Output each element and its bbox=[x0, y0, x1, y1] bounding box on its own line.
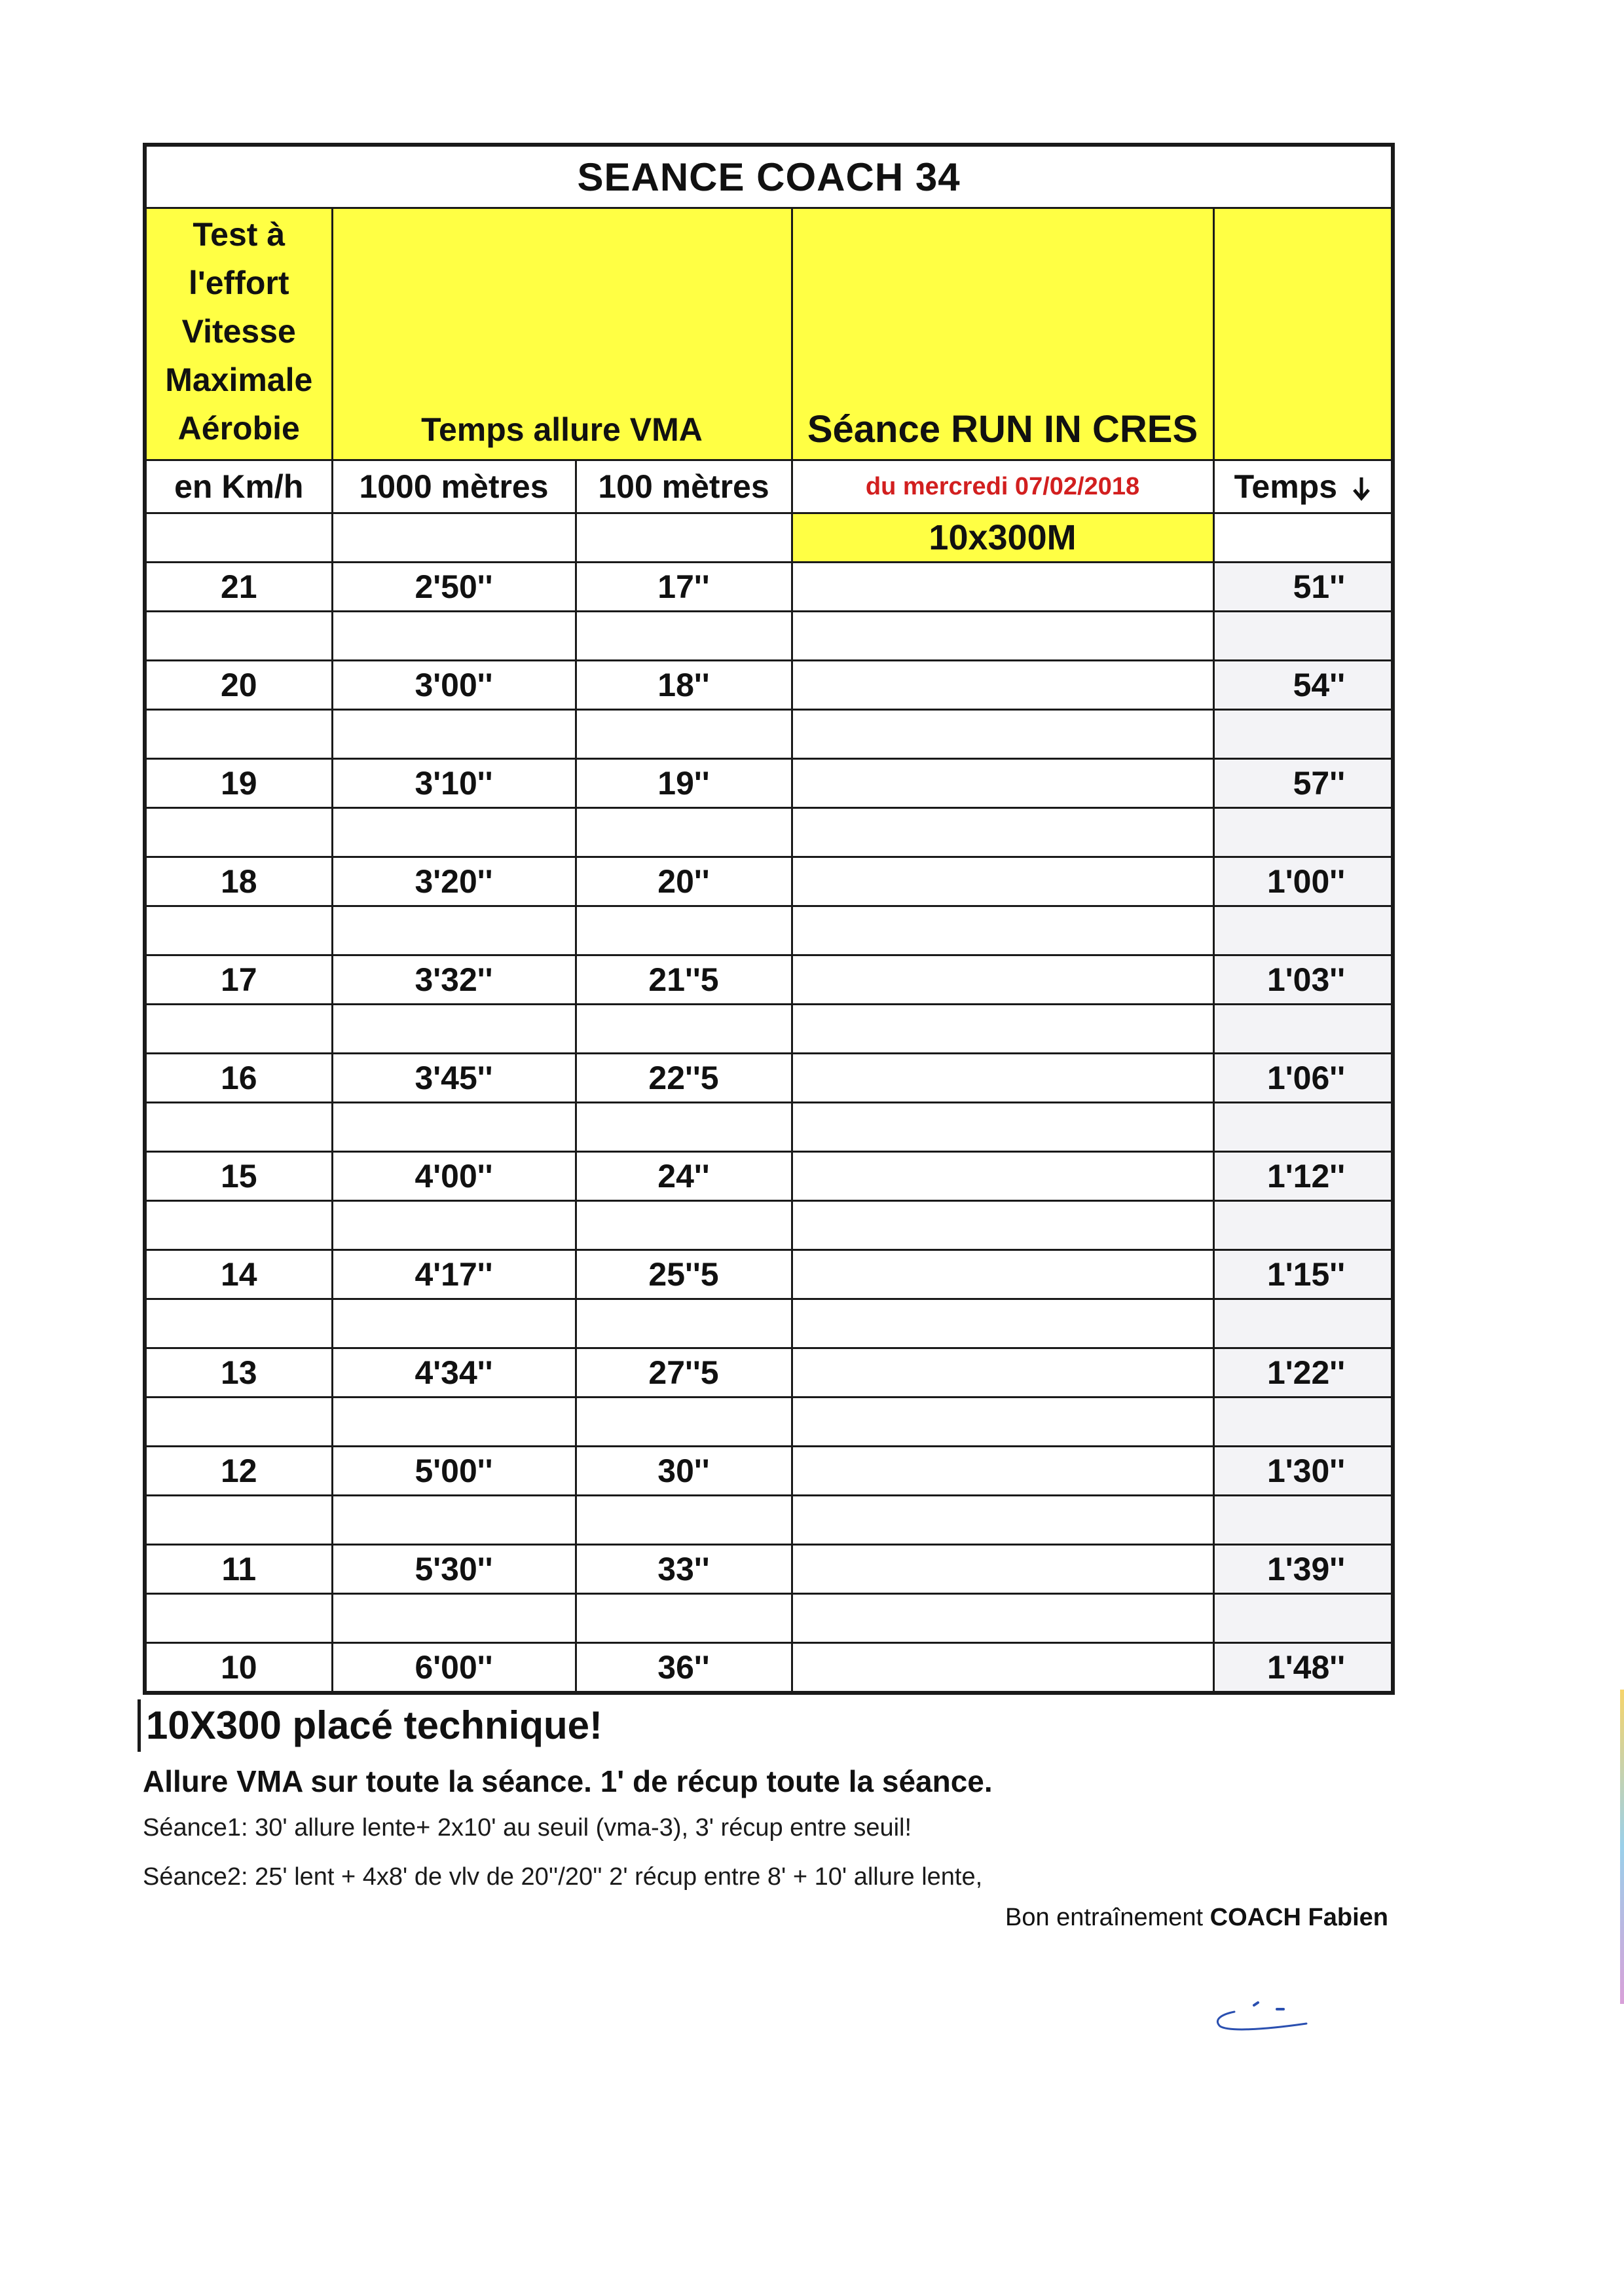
session-header: Séance RUN IN CRES bbox=[792, 208, 1213, 460]
session-date: du mercredi 07/02/2018 bbox=[792, 460, 1213, 513]
pace-1000-cell: 3'32'' bbox=[332, 955, 576, 1005]
empty-cell bbox=[792, 808, 1213, 857]
pace-1000-cell: 3'20'' bbox=[332, 857, 576, 906]
table-row bbox=[145, 1250, 1393, 1299]
session-note-cell bbox=[792, 759, 1213, 808]
empty-cell bbox=[1213, 1299, 1393, 1348]
empty-cell bbox=[1213, 1103, 1393, 1152]
spacer-row bbox=[145, 1496, 1393, 1545]
spacer-row bbox=[145, 1594, 1393, 1643]
test-header-line: Test à bbox=[193, 216, 286, 253]
time-col-header bbox=[1213, 460, 1393, 513]
empty-cell bbox=[145, 1594, 332, 1643]
target-time-cell: 1'39'' bbox=[1213, 1545, 1393, 1594]
target-time-cell: 1'22'' bbox=[1213, 1348, 1393, 1398]
pace-1000-cell: 2'50'' bbox=[332, 563, 576, 612]
sheet-title: SEANCE COACH 34 bbox=[145, 145, 1393, 208]
empty-cell bbox=[576, 1201, 792, 1250]
test-header-line: Vitesse bbox=[181, 313, 296, 350]
signoff-prefix: Bon entraînement bbox=[1005, 1904, 1210, 1931]
empty-cell bbox=[792, 1201, 1213, 1250]
speed-cell: 16 bbox=[145, 1054, 332, 1103]
session-note-cell bbox=[792, 1250, 1213, 1299]
target-time-cell: 1'03'' bbox=[1213, 955, 1393, 1005]
time-header-blank bbox=[1213, 208, 1393, 460]
session-note-cell bbox=[792, 661, 1213, 710]
speed-cell: 12 bbox=[145, 1447, 332, 1496]
empty-cell bbox=[145, 513, 332, 563]
notes-subline: Allure VMA sur toute la séance. 1' de récup toute la séance. bbox=[143, 1764, 993, 1798]
pace-100-cell: 20'' bbox=[576, 857, 792, 906]
notes-session2: Séance2: 25' lent + 4x8' de vlv de 20''/20'' 2' récup entre 8' + 10' allure lente, bbox=[143, 1863, 983, 1891]
empty-cell bbox=[332, 612, 576, 661]
empty-cell bbox=[576, 710, 792, 759]
speed-cell: 18 bbox=[145, 857, 332, 906]
empty-cell bbox=[145, 906, 332, 955]
empty-cell bbox=[576, 808, 792, 857]
empty-cell bbox=[576, 1103, 792, 1152]
table-row bbox=[145, 955, 1393, 1005]
pace-1000-cell: 6'00'' bbox=[332, 1643, 576, 1694]
empty-cell bbox=[576, 1005, 792, 1054]
pace-table bbox=[143, 143, 1395, 1695]
table-row bbox=[145, 1545, 1393, 1594]
session-note-cell bbox=[792, 955, 1213, 1005]
target-time-cell: 51'' bbox=[1213, 563, 1393, 612]
empty-cell bbox=[145, 1398, 332, 1447]
empty-cell bbox=[1213, 906, 1393, 955]
empty-cell bbox=[1213, 513, 1393, 563]
speed-cell: 21 bbox=[145, 563, 332, 612]
empty-cell bbox=[332, 710, 576, 759]
pace-100-cell: 22''5 bbox=[576, 1054, 792, 1103]
empty-cell bbox=[332, 513, 576, 563]
speed-cell: 19 bbox=[145, 759, 332, 808]
pace-1000-cell: 3'00'' bbox=[332, 661, 576, 710]
notes-session1: Séance1: 30' allure lente+ 2x10' au seuil (vma-3), 3' récup entre seuil! bbox=[143, 1814, 912, 1842]
empty-cell bbox=[145, 1103, 332, 1152]
spacer-row bbox=[145, 1005, 1393, 1054]
pace-1000-cell: 4'34'' bbox=[332, 1348, 576, 1398]
speed-cell: 14 bbox=[145, 1250, 332, 1299]
table-row bbox=[145, 1152, 1393, 1201]
empty-cell bbox=[792, 1398, 1213, 1447]
empty-cell bbox=[792, 906, 1213, 955]
empty-cell bbox=[576, 1496, 792, 1545]
empty-cell bbox=[792, 1299, 1213, 1348]
spacer-row bbox=[145, 710, 1393, 759]
empty-cell bbox=[792, 1005, 1213, 1054]
table-row bbox=[145, 1643, 1393, 1694]
pace-100-cell: 36'' bbox=[576, 1643, 792, 1694]
empty-cell bbox=[332, 1594, 576, 1643]
speed-cell: 13 bbox=[145, 1348, 332, 1398]
test-header-line: Maximale bbox=[165, 361, 313, 398]
table-row bbox=[145, 857, 1393, 906]
speed-cell: 20 bbox=[145, 661, 332, 710]
spacer-row bbox=[145, 1398, 1393, 1447]
target-time-cell: 54'' bbox=[1213, 661, 1393, 710]
empty-cell bbox=[576, 906, 792, 955]
empty-cell bbox=[332, 808, 576, 857]
spacer-row bbox=[145, 1201, 1393, 1250]
empty-cell bbox=[332, 1005, 576, 1054]
scan-edge-strip bbox=[1620, 1690, 1624, 2004]
col-100-header: 100 mètres bbox=[576, 460, 792, 513]
pace-100-cell: 17'' bbox=[576, 563, 792, 612]
table-row bbox=[145, 1348, 1393, 1398]
notes-headline: 10X300 placé technique! bbox=[138, 1699, 602, 1752]
target-time-cell: 1'30'' bbox=[1213, 1447, 1393, 1496]
empty-cell bbox=[332, 1398, 576, 1447]
session-note-cell bbox=[792, 1054, 1213, 1103]
session-note-cell bbox=[792, 1447, 1213, 1496]
target-time-cell: 1'00'' bbox=[1213, 857, 1393, 906]
empty-cell bbox=[792, 1103, 1213, 1152]
target-time-cell: 1'48'' bbox=[1213, 1643, 1393, 1694]
empty-cell bbox=[1213, 1005, 1393, 1054]
col-1000-header: 1000 mètres bbox=[332, 460, 576, 513]
target-time-cell: 1'15'' bbox=[1213, 1250, 1393, 1299]
empty-cell bbox=[145, 612, 332, 661]
speed-cell: 15 bbox=[145, 1152, 332, 1201]
empty-cell bbox=[576, 612, 792, 661]
empty-cell bbox=[1213, 612, 1393, 661]
exercise-label: 10x300M bbox=[792, 513, 1213, 563]
empty-cell bbox=[332, 1103, 576, 1152]
empty-cell bbox=[792, 1496, 1213, 1545]
title-row bbox=[145, 145, 1393, 208]
table-row bbox=[145, 563, 1393, 612]
session-note-cell bbox=[792, 563, 1213, 612]
empty-cell bbox=[792, 1594, 1213, 1643]
pace-100-cell: 18'' bbox=[576, 661, 792, 710]
table-row bbox=[145, 1054, 1393, 1103]
pace-100-cell: 19'' bbox=[576, 759, 792, 808]
test-header-line: Aérobie bbox=[177, 410, 300, 447]
target-time-cell: 57'' bbox=[1213, 759, 1393, 808]
coach-name: COACH Fabien bbox=[1209, 1904, 1388, 1931]
empty-cell bbox=[145, 1005, 332, 1054]
empty-cell bbox=[576, 1594, 792, 1643]
empty-cell bbox=[1213, 1496, 1393, 1545]
vma-pace-header: Temps allure VMA bbox=[332, 208, 792, 460]
pace-1000-cell: 4'17'' bbox=[332, 1250, 576, 1299]
table-row bbox=[145, 759, 1393, 808]
exercise-row bbox=[145, 513, 1393, 563]
speed-cell: 17 bbox=[145, 955, 332, 1005]
pace-100-cell: 27''5 bbox=[576, 1348, 792, 1398]
header-row bbox=[145, 208, 1393, 460]
empty-cell bbox=[332, 1201, 576, 1250]
pace-1000-cell: 3'10'' bbox=[332, 759, 576, 808]
empty-cell bbox=[145, 1201, 332, 1250]
target-time-cell: 1'06'' bbox=[1213, 1054, 1393, 1103]
spacer-row bbox=[145, 1299, 1393, 1348]
empty-cell bbox=[332, 1299, 576, 1348]
pace-1000-cell: 4'00'' bbox=[332, 1152, 576, 1201]
session-note-cell bbox=[792, 857, 1213, 906]
spacer-row bbox=[145, 808, 1393, 857]
empty-cell bbox=[145, 808, 332, 857]
empty-cell bbox=[1213, 710, 1393, 759]
empty-cell bbox=[1213, 1201, 1393, 1250]
empty-cell bbox=[1213, 1594, 1393, 1643]
target-time-cell: 1'12'' bbox=[1213, 1152, 1393, 1201]
pace-100-cell: 30'' bbox=[576, 1447, 792, 1496]
pace-100-cell: 25''5 bbox=[576, 1250, 792, 1299]
table-row bbox=[145, 1447, 1393, 1496]
session-note-cell bbox=[792, 1348, 1213, 1398]
empty-cell bbox=[145, 710, 332, 759]
session-note-cell bbox=[792, 1545, 1213, 1594]
empty-cell bbox=[576, 1299, 792, 1348]
empty-cell bbox=[1213, 1398, 1393, 1447]
empty-cell bbox=[332, 1496, 576, 1545]
pace-1000-cell: 5'30'' bbox=[332, 1545, 576, 1594]
arrow-down-icon bbox=[1352, 475, 1371, 502]
empty-cell bbox=[792, 612, 1213, 661]
subheader-row bbox=[145, 460, 1393, 513]
empty-cell bbox=[792, 710, 1213, 759]
empty-cell bbox=[145, 1496, 332, 1545]
pace-100-cell: 21''5 bbox=[576, 955, 792, 1005]
speed-cell: 11 bbox=[145, 1545, 332, 1594]
time-col-label: Temps bbox=[1234, 468, 1338, 505]
speed-cell: 10 bbox=[145, 1643, 332, 1694]
pace-100-cell: 33'' bbox=[576, 1545, 792, 1594]
speed-unit-header: en Km/h bbox=[145, 460, 332, 513]
signature-icon bbox=[1208, 1997, 1326, 2037]
empty-cell bbox=[576, 513, 792, 563]
spacer-row bbox=[145, 906, 1393, 955]
empty-cell bbox=[1213, 808, 1393, 857]
signoff bbox=[1005, 1904, 1388, 1932]
pace-100-cell: 24'' bbox=[576, 1152, 792, 1201]
empty-cell bbox=[145, 1299, 332, 1348]
table-row bbox=[145, 661, 1393, 710]
test-header-line: l'effort bbox=[188, 265, 289, 301]
session-note-cell bbox=[792, 1643, 1213, 1694]
test-header bbox=[145, 208, 332, 460]
spacer-row bbox=[145, 612, 1393, 661]
empty-cell bbox=[332, 906, 576, 955]
pace-1000-cell: 5'00'' bbox=[332, 1447, 576, 1496]
session-note-cell bbox=[792, 1152, 1213, 1201]
spacer-row bbox=[145, 1103, 1393, 1152]
empty-cell bbox=[576, 1398, 792, 1447]
pace-1000-cell: 3'45'' bbox=[332, 1054, 576, 1103]
